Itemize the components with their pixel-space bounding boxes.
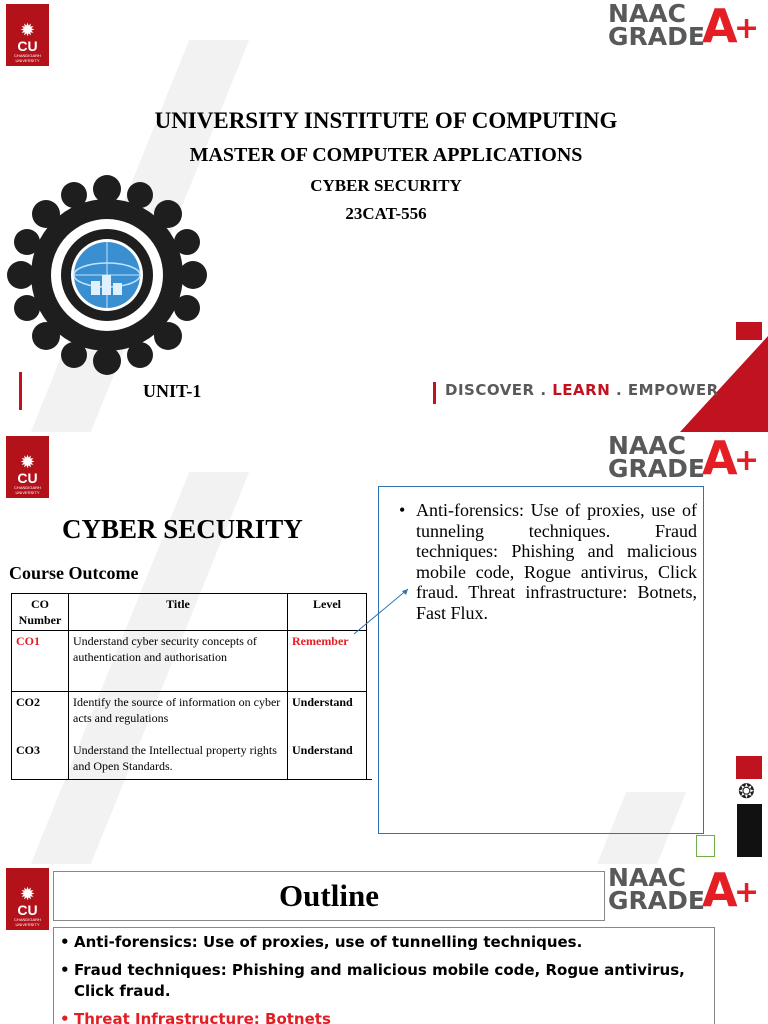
side-red-block [736,756,762,779]
naac-text: NAAC [608,432,686,460]
co-title: Understand cyber security concepts of authentication and authorisation [69,631,288,692]
tagline-divider [433,382,436,404]
title-slide [0,0,768,432]
table-header-row [12,594,367,631]
cu-logo [6,4,49,66]
institute-title: UNIVERSITY INSTITUTE OF COMPUTING [154,108,618,133]
list-item: • Threat Infrastructure: Botnets [58,1009,714,1024]
course-outcome-title: Course Outcome [9,563,139,583]
naac-grade-logo [608,866,768,916]
co-number: CO1 [12,631,69,692]
unit-divider [19,372,22,410]
co-level: Understand [288,740,367,780]
course-outcome-slide [0,432,768,864]
gear-icon: ✹ [19,884,36,904]
co-number: CO3 [12,740,69,780]
grade-text: GRADE [608,22,705,51]
logo-text: CU [17,902,38,918]
logo-subtext: CHANDIGARH UNIVERSITY [14,917,41,927]
co-level: Remember [288,631,367,692]
logo-subtext: CHANDIGARH UNIVERSITY [14,485,41,495]
logo-text: CU [17,38,38,54]
program-title: MASTER OF COMPUTER APPLICATIONS [189,144,583,166]
co-title: Identify the source of information on cyber acts and regulations [69,692,288,740]
column-header: Level [288,594,367,631]
cu-logo [6,436,49,498]
unit-label: UNIT-1 [143,381,202,401]
topics-callout [378,486,704,834]
table-row [12,740,367,780]
column-header: CO Number [12,594,69,631]
co-level: Understand [288,692,367,740]
tagline-empower: . EMPOWER [610,381,719,399]
side-black-block [737,804,762,857]
table-underline [14,779,372,780]
list-item: • Fraud techniques: Phishing and malicious mobile code, Rogue antivirus, Click fraud. [58,960,714,1002]
placeholder-box [696,835,715,857]
course-outcome-table [11,593,367,780]
gear-icon: ✹ [19,20,36,40]
course-code: 23CAT-556 [345,204,427,223]
grade-letter: A [702,0,738,53]
naac-text: NAAC [608,0,686,28]
naac-grade-logo [608,434,768,484]
co-number: CO2 [12,692,69,740]
naac-grade-logo [608,2,768,52]
table-row [12,692,367,740]
co-title: Understand the Intellectual property rights and Open Standards. [69,740,288,780]
grade-text: GRADE [608,886,705,915]
tagline-learn: LEARN [552,381,611,399]
logo-text: CU [17,470,38,486]
grade-plus: + [734,11,760,46]
slide-heading: CYBER SECURITY [62,514,303,544]
gear-icon: ❂ [738,781,755,803]
list-item: • Anti-forensics: Use of proxies, use of tunnelling techniques. [58,932,714,953]
cu-logo [6,868,49,930]
grade-letter: A [702,432,738,485]
grade-plus: + [734,875,760,910]
outline-bullets [53,927,715,1024]
grade-plus: + [734,443,760,478]
course-title: CYBER SECURITY [310,176,462,195]
tagline-discover: DISCOVER . [445,381,553,399]
column-header: Title [69,594,288,631]
naac-text: NAAC [608,864,686,892]
logo-subtext: CHANDIGARH UNIVERSITY [14,53,41,63]
gear-icon: ✹ [19,452,36,472]
outline-slide [0,864,768,1024]
grade-letter: A [702,864,738,917]
gear-globe-icon [4,175,210,375]
callout-text: • Anti-forensics: Use of proxies, use of tunneling techniques. Fraud techniques: Phishing and malicious mobile code, Rogue antivirus, Click fraud. Threat infrastructure: Botnets, Fast Flux. [393,500,697,623]
tagline [445,381,719,399]
grade-text: GRADE [608,454,705,483]
table-row [12,631,367,692]
outline-title: Outline [53,871,605,921]
